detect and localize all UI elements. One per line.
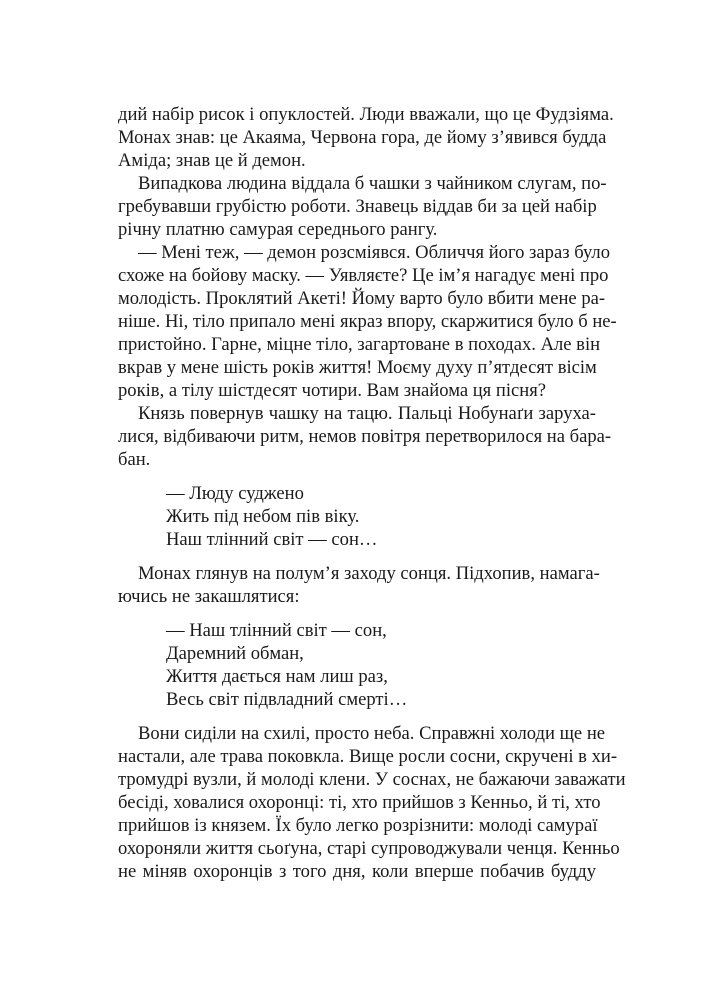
text-line: ніше. Ні, тіло припало мені якраз впору, скаржитися було б не-: [118, 311, 617, 332]
text-line: лися, відбиваючи ритм, немов повітря перетворилося на бара-: [118, 426, 612, 447]
text-line: років, а тілу шістдесят чотири. Вам знайома ця пісня?: [118, 380, 547, 401]
text-line: Аміда; знав це й демон.: [118, 150, 306, 171]
text-line: прийшов із князем. Їх було легко розрізнити: молоді самураї: [118, 815, 598, 836]
text-line: охороняли життя сьоґуна, старі супроводжували ченця. Кенньо: [118, 838, 620, 859]
text-line: Монах знав: це Акаяма, Червона гора, де йому з’явився будда: [118, 127, 607, 148]
text-line: пристойно. Гарне, міцне тіло, загартоване в походах. Але він: [118, 334, 601, 355]
text-line: річну платню самурая середнього рангу.: [118, 219, 438, 240]
verse-line: — Наш тлінний світ — сон,: [166, 620, 387, 641]
text-line: бесіді, ховалися охоронці: ті, хто прийшов з Кенньо, й ті, хто: [118, 792, 601, 813]
text-line: Князь повернув чашку на тацю. Пальці Нобунаґи заруха-: [138, 403, 596, 424]
text-line: молодість. Проклятий Акеті! Йому варто було вбити мене ра-: [118, 288, 606, 309]
verse-line: — Люду суджено: [166, 483, 304, 504]
verse-line: Весь світ підвладний смерті…: [166, 689, 408, 710]
text-line: тромудрі вузли, й молоді клени. У соснах, не бажаючи заважати: [118, 769, 626, 790]
text-line: ючись не закашлятися:: [118, 586, 300, 607]
text-line: — Мені теж, — демон розсміявся. Обличчя його зараз було: [138, 242, 610, 263]
text-line: вкрав у мене шість років життя! Моєму духу п’ятдесят вісім: [118, 357, 597, 378]
text-line: дий набір рисок і опуклостей. Люди вважали, що це Фудзіяма.: [118, 104, 614, 125]
text-line: бан.: [118, 449, 151, 470]
verse-line: Життя дається нам лиш раз,: [166, 666, 388, 687]
text-line: Випадкова людина віддала б чашки з чайником слугам, по-: [138, 173, 607, 194]
text-line: не міняв охоронців з того дня, коли вперше побачив будду: [118, 861, 596, 882]
verse-line: Даремний обман,: [166, 643, 304, 664]
text-line: Монах глянув на полум’я заходу сонця. Підхопив, намага-: [138, 563, 600, 584]
text-line: гребувавши грубістю роботи. Знавець віддав би за цей набір: [118, 196, 597, 217]
text-line: настали, але трава поковкла. Вище росли сосни, скручені в хи-: [118, 746, 618, 767]
text-line: Вони сиділи на схилі, просто неба. Справжні холоди ще не: [138, 723, 606, 744]
verse-line: Наш тлінний світ — сон…: [166, 529, 378, 550]
verse-line: Жить під небом пів віку.: [166, 506, 360, 527]
text-line: схоже на бойову маску. — Уявляєте? Це ім’я нагадує мені про: [118, 265, 609, 286]
